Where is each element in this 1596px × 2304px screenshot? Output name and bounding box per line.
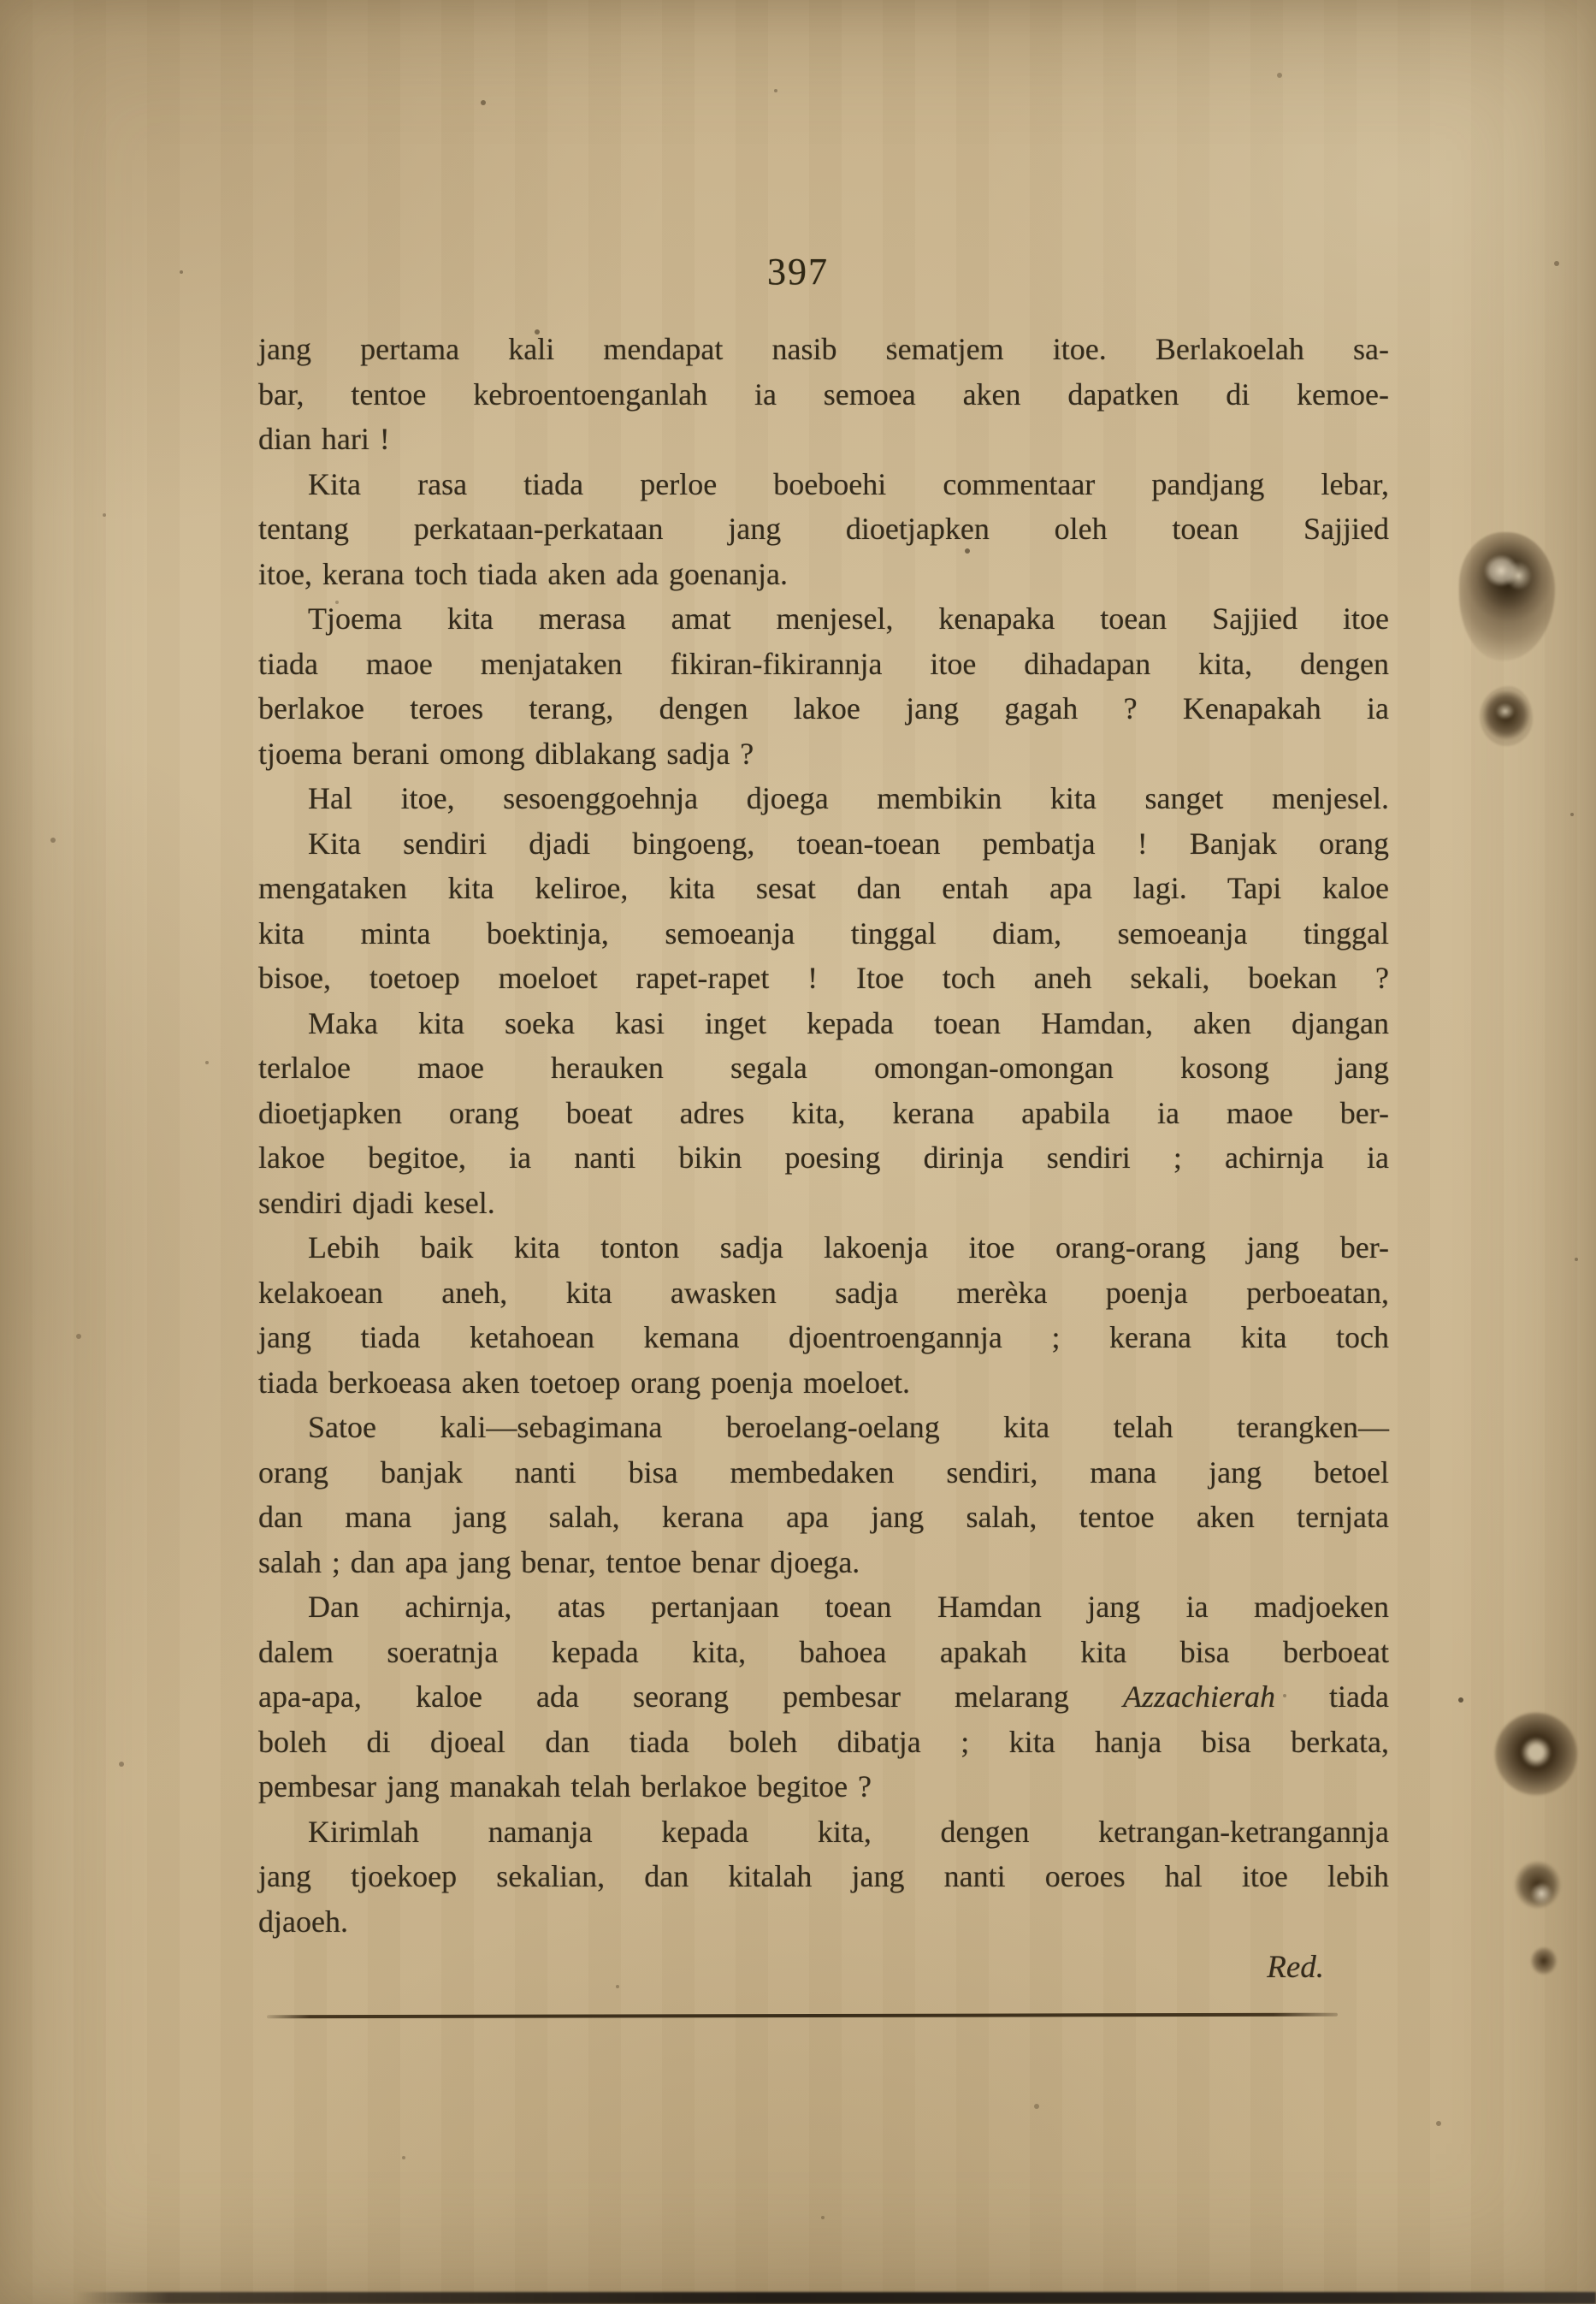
text-line <box>258 1225 1389 1270</box>
text-line <box>258 1809 1389 1855</box>
text-segment: Dan achirnja, atas pertanjaan toean Hamdan jang ia madjoeken <box>308 1590 1389 1624</box>
ink-blot-4 <box>1510 1855 1567 1922</box>
text-line <box>258 1764 1389 1809</box>
text-line <box>258 1540 1389 1585</box>
paragraph <box>258 1405 1389 1584</box>
ink-blot-2 <box>1480 686 1533 746</box>
paragraph <box>258 327 1389 462</box>
text-line <box>258 372 1389 418</box>
text-line <box>258 1001 1389 1046</box>
paragraph <box>258 1001 1389 1226</box>
text-segment: Kita sendiri djadi bingoeng, toean-toean pembatja ! Banjak orang <box>308 826 1389 861</box>
text-line <box>258 1495 1389 1540</box>
text-segment: berlakoe teroes terang, dengen lakoe jang gagah ? Kenapakah ia <box>258 691 1389 726</box>
text-line <box>258 1720 1389 1765</box>
text-segment: sendiri djadi kesel. <box>258 1185 495 1220</box>
ink-blot-3 <box>1495 1713 1577 1795</box>
text-line <box>258 327 1389 372</box>
text-line <box>258 911 1389 957</box>
text-line <box>258 1135 1389 1181</box>
text-segment: Kita rasa tiada perloe boeboehi commentaar pandjang lebar, <box>308 466 1389 501</box>
text-line <box>258 776 1389 821</box>
text-segment: kelakoean aneh, kita awasken sadja merèka poenja perboeatan, <box>258 1275 1389 1310</box>
text-line <box>258 552 1389 597</box>
paragraph <box>258 462 1389 597</box>
text-segment: jang pertama kali mendapat nasib sematjem itoe. Berlakoelah sa- <box>258 332 1389 366</box>
text-segment: Tjoema kita merasa amat menjesel, kenapaka toean Sajjied itoe <box>308 601 1389 636</box>
paragraph <box>258 596 1389 776</box>
signature-red: Red. <box>1267 1950 1324 1985</box>
text-line <box>258 1584 1389 1630</box>
text-line <box>258 956 1389 1001</box>
text-segment: djaoeh. <box>258 1904 348 1939</box>
text-segment: bisoe, toetoep moeloet rapet-rapet ! Itoe toch aneh sekali, boekan ? <box>258 961 1389 995</box>
text-line <box>258 1450 1389 1496</box>
text-segment: tentang perkataan-perkataan jang dioetjapken oleh toean Sajjied <box>258 512 1389 546</box>
text-segment: dalem soeratnja kepada kita, bahoea apakah kita bisa berboeat <box>258 1634 1389 1669</box>
text-line <box>258 1045 1389 1091</box>
text-block <box>258 327 1389 1944</box>
text-segment: Hal itoe, sesoenggoehnja djoega membikin kita sanget menjesel. <box>308 781 1389 815</box>
text-line <box>258 866 1389 911</box>
text-segment: dioetjapken orang boeat adres kita, kerana apabila ia maoe ber- <box>258 1095 1389 1130</box>
text-line <box>258 1181 1389 1226</box>
text-segment: Lebih baik kita tonton sadja lakoenja itoe orang-orang jang ber- <box>308 1230 1389 1265</box>
text-segment: salah ; dan apa jang benar, tentoe benar djoega. <box>258 1544 860 1579</box>
text-segment: kita minta boektinja, semoeanja tinggal diam, semoeanja tinggal <box>258 915 1389 951</box>
text-line <box>258 1315 1389 1360</box>
text-line <box>258 821 1389 867</box>
text-line <box>258 1674 1389 1720</box>
text-segment: jang tjoekoep sekalian, dan kitalah jang nanti oeroes hal itoe lebih <box>258 1859 1389 1893</box>
paragraph <box>258 776 1389 821</box>
text-segment: tiada <box>1274 1679 1390 1714</box>
text-line <box>258 1091 1389 1136</box>
text-line <box>258 506 1389 552</box>
text-segment: orang banjak nanti bisa membedaken sendiri, mana jang betoel <box>258 1454 1389 1490</box>
text-segment: apa-apa, kaloe ada seorang pembesar melarang <box>258 1679 1123 1714</box>
text-line <box>258 1270 1389 1316</box>
divider-rule <box>267 2013 1338 2019</box>
text-line <box>258 1405 1389 1450</box>
scan-edge-band <box>77 2292 1596 2304</box>
text-segment: dan mana jang salah, kerana apa jang salah, tentoe aken ternjata <box>258 1500 1389 1534</box>
text-segment: tjoema berani omong diblakang sadja ? <box>258 736 754 771</box>
text-segment: pembesar jang manakah telah berlakoe begitoe ? <box>258 1769 872 1804</box>
text-line <box>258 596 1389 642</box>
text-segment: Maka kita soeka kasi inget kepada toean Hamdan, aken djangan <box>308 1005 1389 1040</box>
page-number: 397 <box>767 251 829 293</box>
text-segment: boleh di djoeal dan tiada boleh dibatja ; kita hanja bisa berkata, <box>258 1724 1389 1759</box>
paragraph <box>258 821 1389 1001</box>
text-segment: terlaloe maoe herauken segala omongan-omongan kosong jang <box>258 1051 1389 1085</box>
paragraph <box>258 1225 1389 1405</box>
text-segment: itoe, kerana toch tiada aken ada goenanja. <box>258 556 788 591</box>
paragraph <box>258 1809 1389 1945</box>
paper-speckles <box>0 0 3 3</box>
text-line <box>258 642 1389 687</box>
ink-blot-1 <box>1459 532 1555 660</box>
text-segment: mengataken kita keliroe, kita sesat dan entah apa lagi. Tapi kaloe <box>258 871 1389 905</box>
text-segment: jang tiada ketahoean kemana djoentroengannja ; kerana kita toch <box>258 1320 1389 1354</box>
text-segment: bar, tentoe kebroentoenganlah ia semoea aken dapatken di kemoe- <box>258 376 1389 412</box>
paragraph <box>258 1584 1389 1809</box>
text-line <box>258 1630 1389 1675</box>
text-segment: tiada maoe menjataken fikiran-fikirannja itoe dihadapan kita, dengen <box>258 646 1389 681</box>
text-line <box>258 1899 1389 1945</box>
text-line <box>258 417 1389 462</box>
text-line <box>258 1854 1389 1899</box>
ink-blot-5 <box>1529 1944 1558 1978</box>
text-line <box>258 462 1389 507</box>
text-segment: Satoe kali—sebagimana beroelang-oelang kita telah terangken— <box>308 1410 1389 1444</box>
text-segment: tiada berkoeasa aken toetoep orang poenja moeloet. <box>258 1365 910 1400</box>
italic-text: Azzachierah <box>1123 1679 1275 1714</box>
text-segment: Kirimlah namanja kepada kita, dengen ketrangan-ketrangannja <box>308 1814 1389 1849</box>
text-line <box>258 731 1389 777</box>
text-line <box>258 686 1389 731</box>
text-segment: dian hari ! <box>258 422 390 456</box>
text-segment: lakoe begitoe, ia nanti bikin poesing dirinja sendiri ; achirnja ia <box>258 1140 1389 1175</box>
text-line <box>258 1360 1389 1406</box>
